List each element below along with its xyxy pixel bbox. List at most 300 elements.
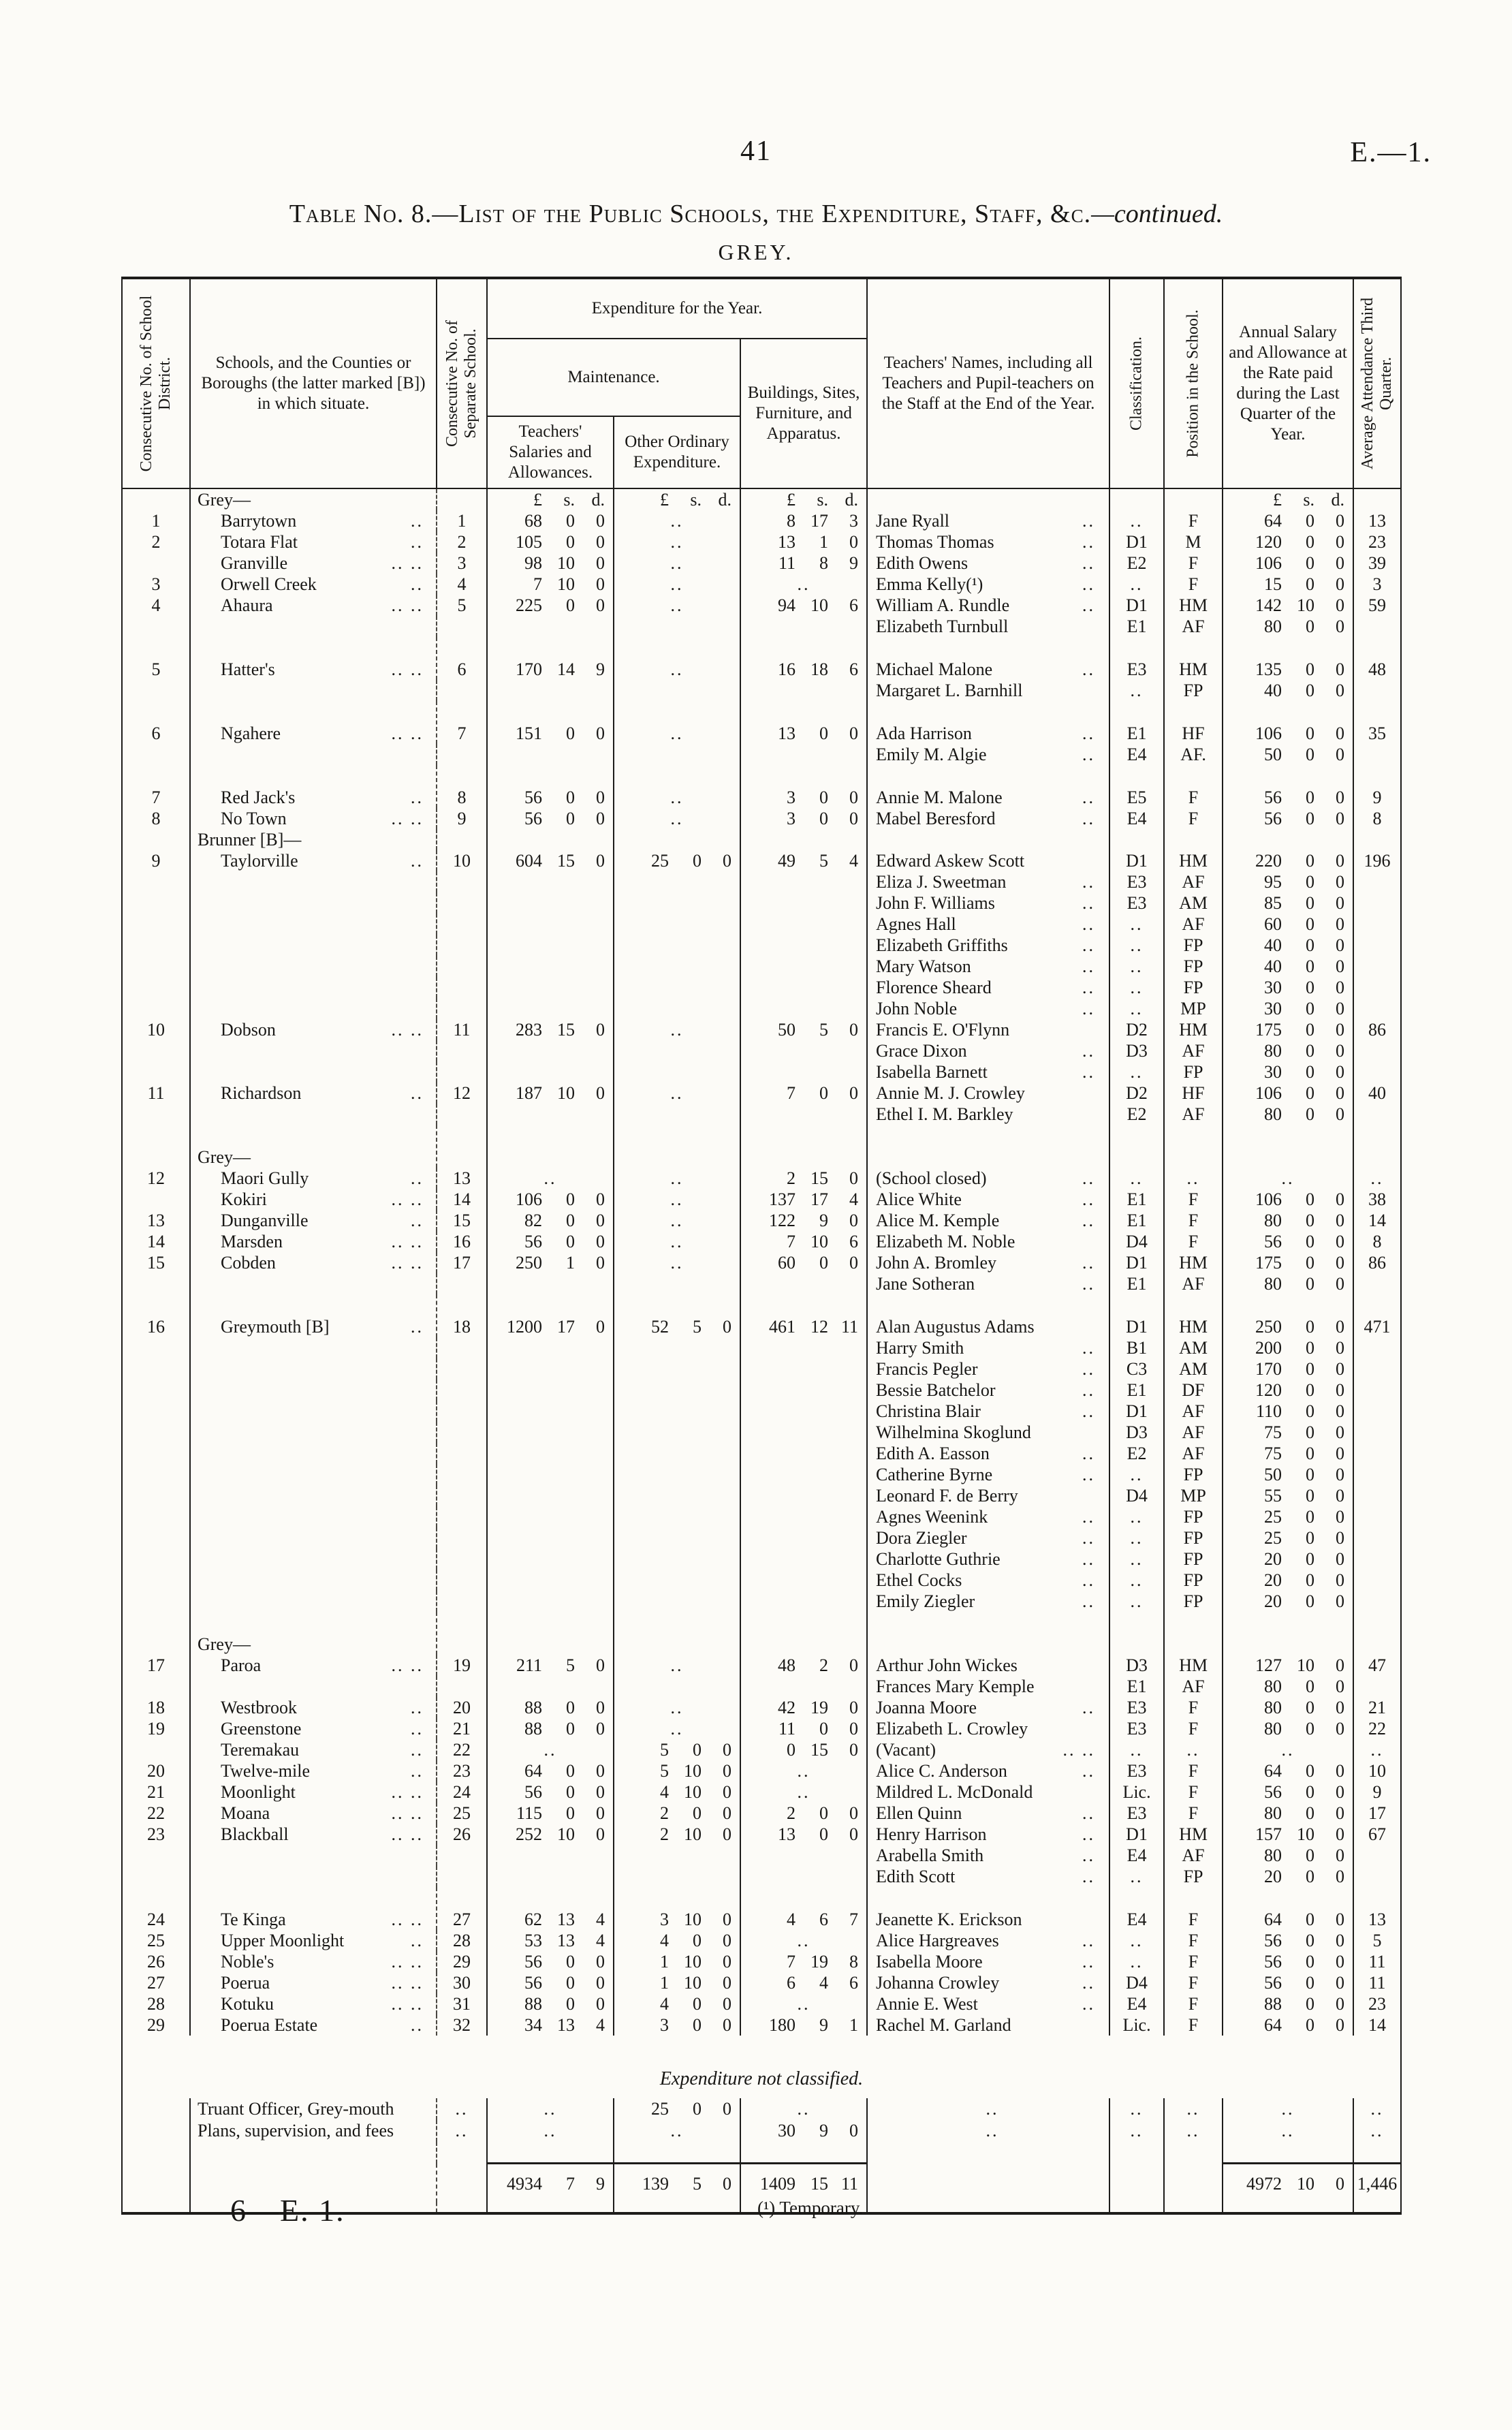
pounds-value: 157 [1255,1824,1282,1844]
cell-school [190,1443,437,1464]
cell-district-no: 5 [151,659,161,679]
table-row [122,616,1401,637]
shillings-value: 0 [1306,511,1315,531]
cell-district-no [122,892,190,914]
pounds-value: 25 [1264,1507,1282,1527]
cell-classification: D4 [1109,1485,1164,1506]
cell-classification: D3 [1109,1655,1164,1676]
cell-other-expenditure [614,998,740,1019]
cell-separate-no: 16 [437,1231,487,1252]
cell-district-no [122,1676,190,1697]
table-row [122,1294,1401,1337]
cell-classification: .. [1109,680,1164,701]
spacer [1109,2202,1164,2213]
cell-separate-no [437,829,487,850]
cell-classification: .. [1109,977,1164,998]
pounds-value: 56 [1264,1782,1282,1802]
cell-district-no [122,2120,190,2142]
pounds-value: 15 [1264,574,1282,594]
leader-dots: .. [1082,532,1096,552]
shillings-value: 9 [819,2121,829,2140]
leader-dots: .. [1082,1824,1096,1844]
cell-salaries [487,1040,614,1061]
table-row [122,2142,1401,2164]
pence-value: 6 [849,659,859,679]
shillings-value: 10 [1297,2173,1315,2194]
school-name-label: Red Jack's [221,788,296,807]
cell-buildings [740,871,867,892]
table-row [122,2059,1401,2098]
cell-buildings [740,1485,867,1506]
cell-buildings [740,1718,867,1739]
cell-teacher-name [867,1485,1109,1506]
cell-district-no [122,914,190,935]
pence-value: 0 [596,1020,605,1040]
cell-separate-no: 26 [437,1824,487,1845]
money-unit-label: d. [591,490,605,510]
cell-separate-no: 20 [437,1697,487,1718]
cell-buildings [740,1506,867,1527]
cell-district-no [122,744,190,765]
expenditure-item-label: Truant Officer, Grey-mouth [190,2098,437,2120]
pence-value: 0 [1336,872,1345,892]
cell-school [190,1168,437,1189]
pence-value: 0 [1336,1507,1345,1527]
pence-value: 0 [1336,1232,1345,1251]
cell-attendance: .. [1353,2120,1401,2142]
leader-dots: .. [411,1168,424,1188]
cell-annual-salary [1223,1422,1353,1443]
leader-dots: .. [1082,1973,1096,1993]
teacher-name-label: Francis E. O'Flynn [876,1020,1010,1040]
col-header-other-expenditure: Other Ordinary Expenditure. [614,416,740,488]
cell-school [190,956,437,977]
pence-value: 0 [723,1910,731,1929]
teacher-name-label: Alice White [876,1189,962,1209]
cell-classification: D1 [1109,1824,1164,1845]
leader-dots: .. [1082,595,1096,615]
cell-teacher-name [867,1189,1109,1210]
cell-district-no: 26 [147,1952,165,1972]
cell-attendance [1353,1527,1401,1548]
pence-value: 0 [849,1253,859,1273]
cell-teacher-name [867,510,1109,531]
cell-separate-no: 9 [437,808,487,829]
leader-dots: .. [1082,1698,1096,1717]
cell-teacher-name [867,1760,1109,1781]
shillings-value: 0 [819,1083,829,1103]
leader-dots: .. [411,1719,424,1739]
teacher-name-label: Mabel Beresford [876,809,996,828]
cell-other-expenditure [614,488,740,510]
cell-salaries [487,1061,614,1082]
cell-teacher-name [867,808,1109,829]
pence-value: 9 [596,659,605,679]
pounds-value: 7 [533,574,542,594]
pounds-value: 85 [1264,893,1282,913]
cell-annual-salary [1223,1443,1353,1464]
shillings-value: 0 [819,723,829,743]
cell-teacher-name [867,1401,1109,1422]
cell-district-no: 1 [151,511,161,531]
cell-school [190,1294,437,1337]
cell-position: AF [1164,1422,1223,1443]
pounds-value: 2 [787,1168,796,1188]
leader-dots: .. [411,1761,424,1781]
cell-attendance [1353,488,1401,510]
cell-annual-salary [1223,1718,1353,1739]
teacher-name-label: Thomas Thomas [876,532,994,552]
cell-buildings [740,1125,867,1168]
leader-dots: .. [1082,1570,1096,1590]
cell-salaries [487,1252,614,1273]
table-row [122,574,1401,595]
cell-district-no: 14 [147,1232,165,1251]
table-row [122,1380,1401,1401]
cell-district-no [122,871,190,892]
cell-buildings [740,1252,867,1273]
shillings-value: 0 [566,1994,575,2014]
cell-teacher-name [867,1506,1109,1527]
leader-dots: .. [1082,1401,1096,1421]
cell-separate-no: 30 [437,1972,487,1993]
cell-district-no: 2 [151,532,161,552]
cell-buildings [740,1803,867,1824]
cell-classification [1109,1612,1164,1655]
cell-position: HM [1164,1252,1223,1273]
cell-salaries [487,1570,614,1591]
teacher-name-label: Ellen Quinn [876,1803,962,1823]
cell-position [1164,1612,1223,1655]
cell-school [190,998,437,1019]
cell-teacher-name [867,616,1109,637]
leader-dots: .. .. [391,659,424,679]
cell-other-expenditure: .. [614,552,740,574]
cell-attendance: .. [1353,2098,1401,2120]
cell-position: FP [1164,1548,1223,1570]
cell-other-expenditure: .. [614,1210,740,1231]
cell-position: F [1164,1210,1223,1231]
cell-annual-salary [1223,1019,1353,1040]
pounds-value: 56 [1264,1952,1282,1972]
cell-separate-no [437,1485,487,1506]
cell-classification: E1 [1109,701,1164,744]
cell-position: .. [1164,2098,1223,2120]
pence-value: 0 [596,1782,605,1802]
cell-position: HM [1164,1294,1223,1337]
cell-position: FP [1164,1061,1223,1082]
cell-buildings [740,1082,867,1104]
pence-value: 0 [1336,851,1345,871]
cell-school [190,1697,437,1718]
table-row [122,1887,1401,1930]
cell-buildings [740,1189,867,1210]
cell-attendance [1353,1443,1401,1464]
shillings-value: 13 [557,1910,575,1929]
leader-dots: .. [1082,1867,1096,1886]
cell-school [190,1506,437,1527]
leader-dots: .. [1082,935,1096,955]
cell-salaries [487,637,614,680]
expenditure-item-label: Plans, supervision, and fees [190,2120,437,2142]
spacer [1223,2202,1353,2213]
cell-buildings [740,680,867,701]
cell-salaries: .. [487,2120,614,2142]
cell-other-expenditure [614,1972,740,1993]
school-name-label: Cobden [221,1253,276,1273]
cell-salaries [487,1803,614,1824]
teacher-name-label: Emily M. Algie [876,745,987,764]
cell-annual-salary [1223,1972,1353,1993]
cell-annual-salary [1223,935,1353,956]
shillings-value: 0 [1306,1401,1315,1421]
cell-classification: D2 [1109,1082,1164,1104]
shillings-value: 7 [566,2173,575,2194]
col-header-position-label: Position in the School. [1184,309,1202,458]
cell-school [190,977,437,998]
leader-dots: .. [411,851,424,871]
leader-dots: .. [1082,1803,1096,1823]
cell-annual-salary [1223,1803,1353,1824]
cell-salaries [487,1676,614,1697]
pence-value: 0 [1336,1719,1345,1739]
pounds-value: 6 [787,1973,796,1993]
school-name-label: Orwell Creek [221,574,317,594]
cell-attendance: 17 [1353,1803,1401,1824]
pence-value: 3 [849,511,859,531]
cell-attendance: 48 [1353,637,1401,680]
cell-district-no: 19 [147,1719,165,1739]
cell-teacher-name [867,1739,1109,1760]
cell-classification: B1 [1109,1337,1164,1358]
teacher-name-label: Elizabeth Griffiths [876,935,1008,955]
cell-school [190,1781,437,1803]
table-row [122,2036,1401,2059]
pence-value: 0 [596,1952,605,1972]
cell-teacher-name [867,871,1109,892]
table-row [122,1040,1401,1061]
cell-classification: E1 [1109,1210,1164,1231]
pounds-value: 5 [660,1740,669,1760]
pence-value: 6 [849,1973,859,1993]
leader-dots: .. [411,1317,424,1337]
cell-attendance: 5 [1353,1930,1401,1951]
shillings-value: 0 [566,511,575,531]
teacher-name-label: Jeanette K. Erickson [876,1910,1022,1929]
shillings-value: 10 [1297,1824,1315,1844]
cell-position: AM [1164,892,1223,914]
cell-salaries [487,1210,614,1231]
cell-position: AF. [1164,744,1223,765]
cell-position: FP [1164,935,1223,956]
cell-teacher-name [867,1866,1109,1887]
table-row [122,1104,1401,1125]
pounds-value: 25 [1264,1528,1282,1548]
teacher-name-label: Annie M. J. Crowley [876,1083,1025,1103]
cell-school [190,1760,437,1781]
cell-separate-no [437,488,487,510]
cell-separate-no [437,1570,487,1591]
pounds-value: 30 [1264,999,1282,1018]
school-name-label: Twelve-mile [221,1761,311,1781]
cell-classification: .. [1109,1464,1164,1485]
cell-annual-salary [1223,850,1353,871]
cell-district-no [122,1125,190,1168]
pence-value: 0 [1336,1380,1345,1400]
cell-school [190,1951,437,1972]
cell-other-expenditure: .. [614,1697,740,1718]
cell-buildings: .. [740,1760,867,1781]
total-salaries [487,2164,614,2203]
cell-classification: Lic. [1109,2014,1164,2036]
cell-position: F [1164,552,1223,574]
pence-value: 0 [723,1824,731,1844]
col-header-position [1164,278,1223,488]
cell-classification: E3 [1109,1803,1164,1824]
pounds-value: 56 [524,1952,542,1972]
cell-school [190,1252,437,1273]
pence-value: 0 [1336,532,1345,552]
shillings-value: 0 [1306,1803,1315,1823]
cell-buildings [740,1866,867,1887]
spacer [190,2142,437,2164]
cell-salaries [487,1464,614,1485]
pence-value: 0 [596,723,605,743]
cell-separate-no: 12 [437,1082,487,1104]
school-name-label: Blackball [221,1824,289,1844]
cell-classification: E4 [1109,744,1164,765]
teacher-name-label: Annie M. Malone [876,788,1003,807]
cell-separate-no: .. [437,2120,487,2142]
leader-dots: .. [1082,1274,1096,1294]
teacher-name-label: John F. Williams [876,893,995,913]
cell-annual-salary [1223,1189,1353,1210]
pence-value: 0 [723,1994,731,2014]
pence-value: 0 [723,1803,731,1823]
cell-attendance: 8 [1353,808,1401,829]
total-other-expenditure [614,2164,740,2203]
cell-district-no: 24 [147,1910,165,1929]
cell-buildings [740,1273,867,1294]
cell-attendance: 21 [1353,1697,1401,1718]
cell-other-expenditure: .. [614,1655,740,1676]
cell-district-no [122,1612,190,1655]
teacher-name-label: Mary Watson [876,956,971,976]
shillings-value: 0 [1306,1549,1315,1569]
cell-classification: D1 [1109,531,1164,552]
teacher-name-label: Edward Askew Scott [876,851,1025,871]
shillings-value: 1 [566,1253,575,1273]
pounds-value: 53 [524,1931,542,1950]
cell-district-no: 22 [147,1803,165,1823]
cell-annual-salary [1223,977,1353,998]
pounds-value: 56 [524,788,542,807]
cell-school [190,1210,437,1231]
cell-teacher-name [867,701,1109,744]
shillings-value: 0 [1306,1761,1315,1781]
cell-annual-salary [1223,1993,1353,2014]
pounds-value: 80 [1264,1698,1282,1717]
pence-value: 7 [849,1910,859,1929]
pounds-value: 180 [769,2015,796,2035]
pence-value: 0 [1336,1549,1345,1569]
cell-buildings [740,552,867,574]
cell-annual-salary [1223,1527,1353,1548]
pounds-value: 56 [524,1973,542,1993]
pounds-value: 80 [1264,1211,1282,1230]
cell-teacher-name [867,1294,1109,1337]
table-header [122,278,1401,488]
shillings-value: 0 [1306,935,1315,955]
cell-attendance [1353,977,1401,998]
leader-dots: .. [1082,893,1096,913]
shillings-value: 0 [1306,2015,1315,2035]
pence-value: 0 [1336,1867,1345,1886]
cell-other-expenditure: .. [614,2120,740,2142]
cell-buildings [740,935,867,956]
cell-attendance [1353,744,1401,765]
cell-salaries [487,488,614,510]
table-row [122,744,1401,765]
cell-other-expenditure: .. [614,1252,740,1273]
cell-attendance [1353,616,1401,637]
shillings-value: 14 [557,659,575,679]
cell-attendance [1353,956,1401,977]
cell-teacher-name [867,1443,1109,1464]
cell-annual-salary [1223,998,1353,1019]
cell-district-no [122,1739,190,1760]
cell-buildings [740,1422,867,1443]
cell-district-no: 15 [147,1253,165,1273]
cell-salaries [487,1401,614,1422]
cell-teacher-name [867,680,1109,701]
cell-teacher-name [867,1358,1109,1380]
cell-classification: C3 [1109,1358,1164,1380]
cell-separate-no: 4 [437,574,487,595]
table-row [122,871,1401,892]
cell-teacher-name [867,1252,1109,1273]
shillings-value: 0 [1306,788,1315,807]
cell-annual-salary [1223,552,1353,574]
cell-school [190,1061,437,1082]
pounds-value: 30 [1264,978,1282,997]
cell-attendance [1353,1548,1401,1570]
pence-value: 0 [1336,1422,1345,1442]
shillings-value: 0 [1306,745,1315,764]
teacher-name-label: Emma Kelly(¹) [876,574,983,594]
cell-separate-no [437,1104,487,1125]
cell-attendance: .. [1353,1739,1401,1760]
cell-attendance: 11 [1353,1951,1401,1972]
leader-dots: .. [1082,1994,1096,2014]
cell-district-no: 23 [147,1824,165,1844]
teacher-name-label: Margaret L. Barnhill [876,681,1023,700]
pence-value: 0 [1336,1274,1345,1294]
school-name-label: Greymouth [B] [221,1317,330,1337]
pounds-value: 80 [1264,1677,1282,1696]
spacer [1164,2202,1223,2213]
pence-value: 0 [1336,1570,1345,1590]
leader-dots: .. [1082,1338,1096,1358]
cell-classification: E3 [1109,1760,1164,1781]
table-row [122,1189,1401,1210]
cell-separate-no [437,1380,487,1401]
cell-separate-no [437,956,487,977]
cell-buildings [740,1401,867,1422]
cell-other-expenditure [614,977,740,998]
teacher-name-label: Jane Sotheran [876,1274,975,1294]
teacher-name-label: Edith A. Easson [876,1444,990,1463]
